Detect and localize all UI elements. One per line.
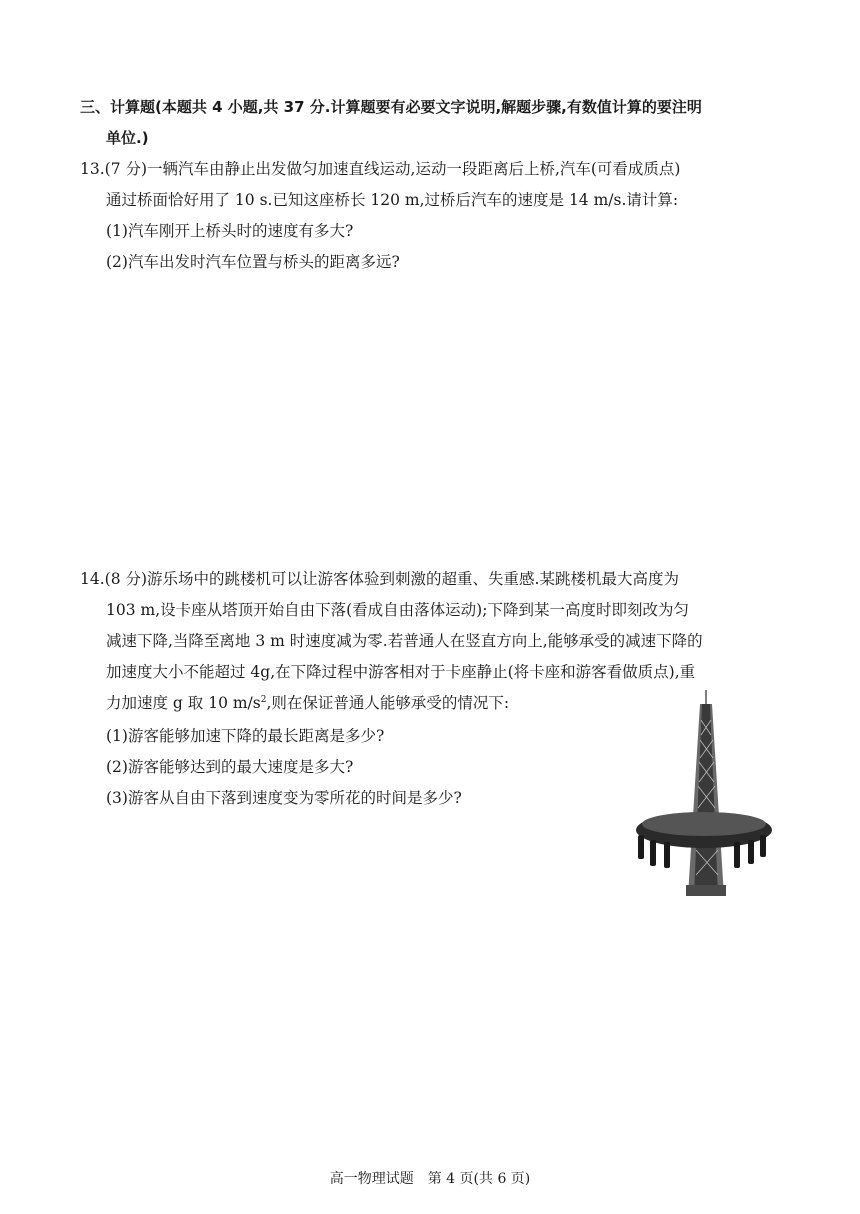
question-14-line-5 [106, 692, 509, 714]
question-14-line-4: 加速度大小不能超过 4g,在下降过程中游客相对于卡座静止(将卡座和游客看做质点),重 [106, 663, 696, 681]
section-heading: 三、计算题(本题共 4 小题,共 37 分.计算题要有必要文字说明,解题步骤,有数值计算的要注明 [80, 98, 702, 116]
exponent: 2 [260, 694, 267, 705]
question-14-line-1: 14.(8 分)游乐场中的跳楼机可以让游客体验到刺激的超重、失重感.某跳楼机最大高度为 [80, 570, 679, 588]
gravity-text: 力加速度 g 取 10 m/s [106, 694, 261, 712]
question-13-line-2: 通过桥面恰好用了 10 s.已知这座桥长 120 m,过桥后汽车的速度是 14 m/s.请计算: [106, 191, 679, 209]
question-13-part-2: (2)汽车出发时汽车位置与桥头的距离多远? [106, 253, 400, 271]
question-13-line-1: 13.(7 分)一辆汽车由静止出发做匀加速直线运动,运动一段距离后上桥,汽车(可看成质点) [80, 160, 681, 178]
question-14-part-1: (1)游客能够加速下降的最长距离是多少? [106, 727, 385, 745]
page-footer: 高一物理试题 第 4 页(共 6 页) [329, 1171, 531, 1187]
drop-tower-photo [626, 690, 776, 896]
question-14-part-2: (2)游客能够达到的最大速度是多大? [106, 758, 354, 776]
question-14-line-3: 减速下降,当降至离地 3 m 时速度减为零.若普通人在竖直方向上,能够承受的减速下降的 [106, 632, 703, 650]
section-heading-continued: 单位.) [106, 129, 149, 147]
question-14-line-2: 103 m,设卡座从塔顶开始自由下落(看成自由落体运动);下降到某一高度时即刻改为匀 [106, 601, 689, 619]
question-14-part-3: (3)游客从自由下落到速度变为零所花的时间是多少? [106, 789, 462, 807]
gravity-text-tail: ,则在保证普通人能够承受的情况下: [266, 694, 510, 712]
question-13-part-1: (1)汽车刚开上桥头时的速度有多大? [106, 222, 354, 240]
